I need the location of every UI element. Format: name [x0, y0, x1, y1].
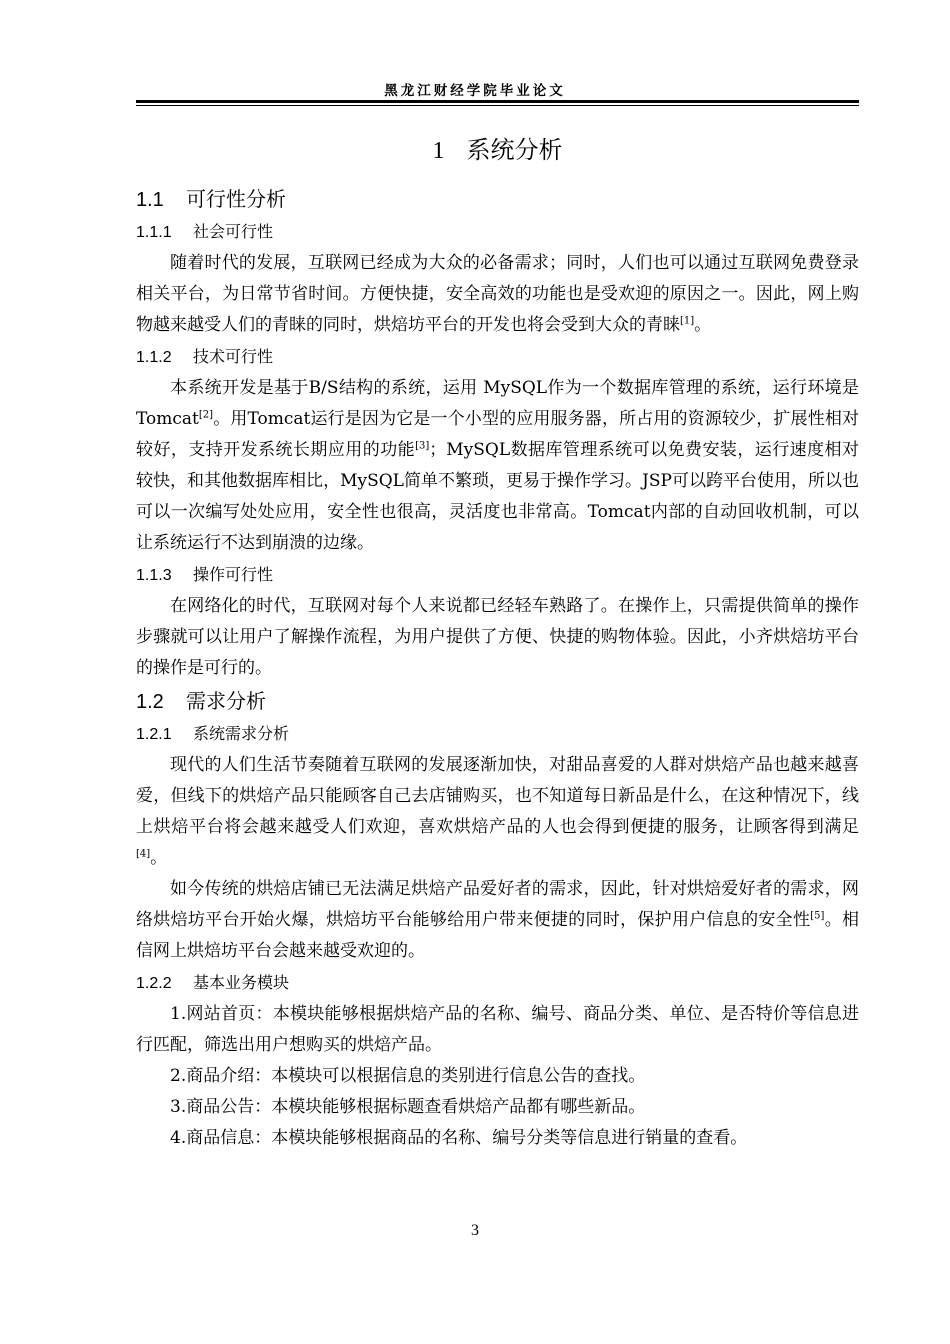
- subsection-title: 技术可行性: [193, 347, 274, 366]
- subsection-heading-1-1-1: [136, 216, 859, 248]
- subsection-heading-1-2-2: [136, 967, 859, 999]
- paragraph-requirements-2: 如今传统的烘焙店铺已无法满足烘焙产品爱好者的需求，因此，针对烘焙爱好者的需求，网络烘焙坊平台开始火爆，烘焙坊平台能够给用户带来便捷的同时，保护用户信息的安全性[5]。相信网上烘焙坊平台会越来越受欢迎的。: [136, 879, 859, 961]
- subsection-title: 系统需求分析: [193, 724, 290, 743]
- citation: [3]: [415, 440, 430, 452]
- subsection-title: 操作可行性: [193, 565, 274, 584]
- subsection-number: 1.1.2: [136, 349, 172, 366]
- citation: [1]: [680, 315, 695, 327]
- list-item-module: 2.商品介绍：本模块可以根据信息的类别进行信息公告的查找。: [170, 1066, 646, 1086]
- section-number: 1.2: [136, 691, 164, 713]
- section-number: 1.1: [136, 189, 164, 211]
- chapter-heading: [136, 132, 859, 168]
- header-rule-thin: [136, 105, 859, 106]
- paragraph-operational-feasibility: 在网络化的时代，互联网对每个人来说都已经轻车熟路了。在操作上，只需提供简单的操作步骤就可以让用户了解操作流程，为用户提供了方便、快捷的购物体验。因此，小齐烘焙坊平台的操作是可行的。: [136, 596, 859, 678]
- list-item-module: 4.商品信息：本模块能够根据商品的名称、编号分类等信息进行销量的查看。: [170, 1128, 748, 1148]
- subsection-number: 1.2.1: [136, 726, 172, 743]
- section-title: 可行性分析: [186, 187, 286, 211]
- citation: [4]: [136, 848, 151, 860]
- subsection-title: 社会可行性: [193, 222, 274, 241]
- chapter-title: 系统分析: [466, 136, 563, 164]
- subsection-title: 基本业务模块: [193, 973, 290, 992]
- paragraph-technical-feasibility: 本系统开发是基于B/S结构的系统，运用 MySQL作为一个数据库管理的系统，运行环境是 Tomcat[2]。用Tomcat运行是因为它是一个小型的应用服务器，所占用的资源较少，扩展性相对较好，支持开发系统长期应用的功能[3]；MySQL数据库管理系统可以免费安装，运行速度相对较快，和其他数据库相比，MySQL简单不繁琐，更易于操作学习。JSP可以跨平台使用，所以也可以一次编写处处应用，安全性也很高，灵活度也非常高。Tomcat内部的自动回收机制，可以让系统运行不达到崩溃的边缘。: [136, 378, 860, 553]
- list-item-module: 3.商品公告：本模块能够根据标题查看烘焙产品都有哪些新品。: [170, 1097, 646, 1117]
- subsection-heading-1-1-3: [136, 559, 859, 591]
- section-title: 需求分析: [186, 689, 266, 713]
- running-header-title: 黑龙江财经学院毕业论文: [384, 83, 566, 99]
- subsection-heading-1-2-1: [136, 718, 859, 750]
- header-rule-thick: [136, 100, 859, 103]
- paragraph-requirements-1: 现代的人们生活节奏随着互联网的发展逐渐加快，对甜品喜爱的人群对烘焙产品也越来越喜爱，但线下的烘焙产品只能顾客自己去店铺购买，也不知道每日新品是什么，在这种情况下，线上烘焙平台将会越来越受人们欢迎，喜欢烘焙产品的人也会得到便捷的服务，让顾客得到满足[4]。: [136, 755, 859, 868]
- page-content: [136, 132, 859, 1154]
- subsection-heading-1-1-2: [136, 341, 859, 373]
- subsection-number: 1.1.1: [136, 224, 172, 241]
- section-heading-1-2: [136, 684, 859, 718]
- page-number: 3: [471, 1222, 479, 1239]
- chapter-number: 1: [432, 138, 445, 164]
- paragraph-social-feasibility: 随着时代的发展，互联网已经成为大众的必备需求；同时，人们也可以通过互联网免费登录相关平台，为日常节省时间。方便快捷，安全高效的功能也是受欢迎的原因之一。因此，网上购物越来越受人们的青睐的同时，烘焙坊平台的开发也将会受到大众的青睐[1]。: [136, 253, 859, 335]
- citation: [2]: [198, 409, 214, 421]
- subsection-number: 1.1.3: [136, 567, 172, 584]
- subsection-number: 1.2.2: [136, 975, 172, 992]
- citation: [5]: [810, 910, 825, 922]
- section-heading-1-1: [136, 182, 859, 216]
- list-item-module: 1.网站首页：本模块能够根据烘焙产品的名称、编号、商品分类、单位、是否特价等信息进行匹配，筛选出用户想购买的烘焙产品。: [136, 1004, 859, 1055]
